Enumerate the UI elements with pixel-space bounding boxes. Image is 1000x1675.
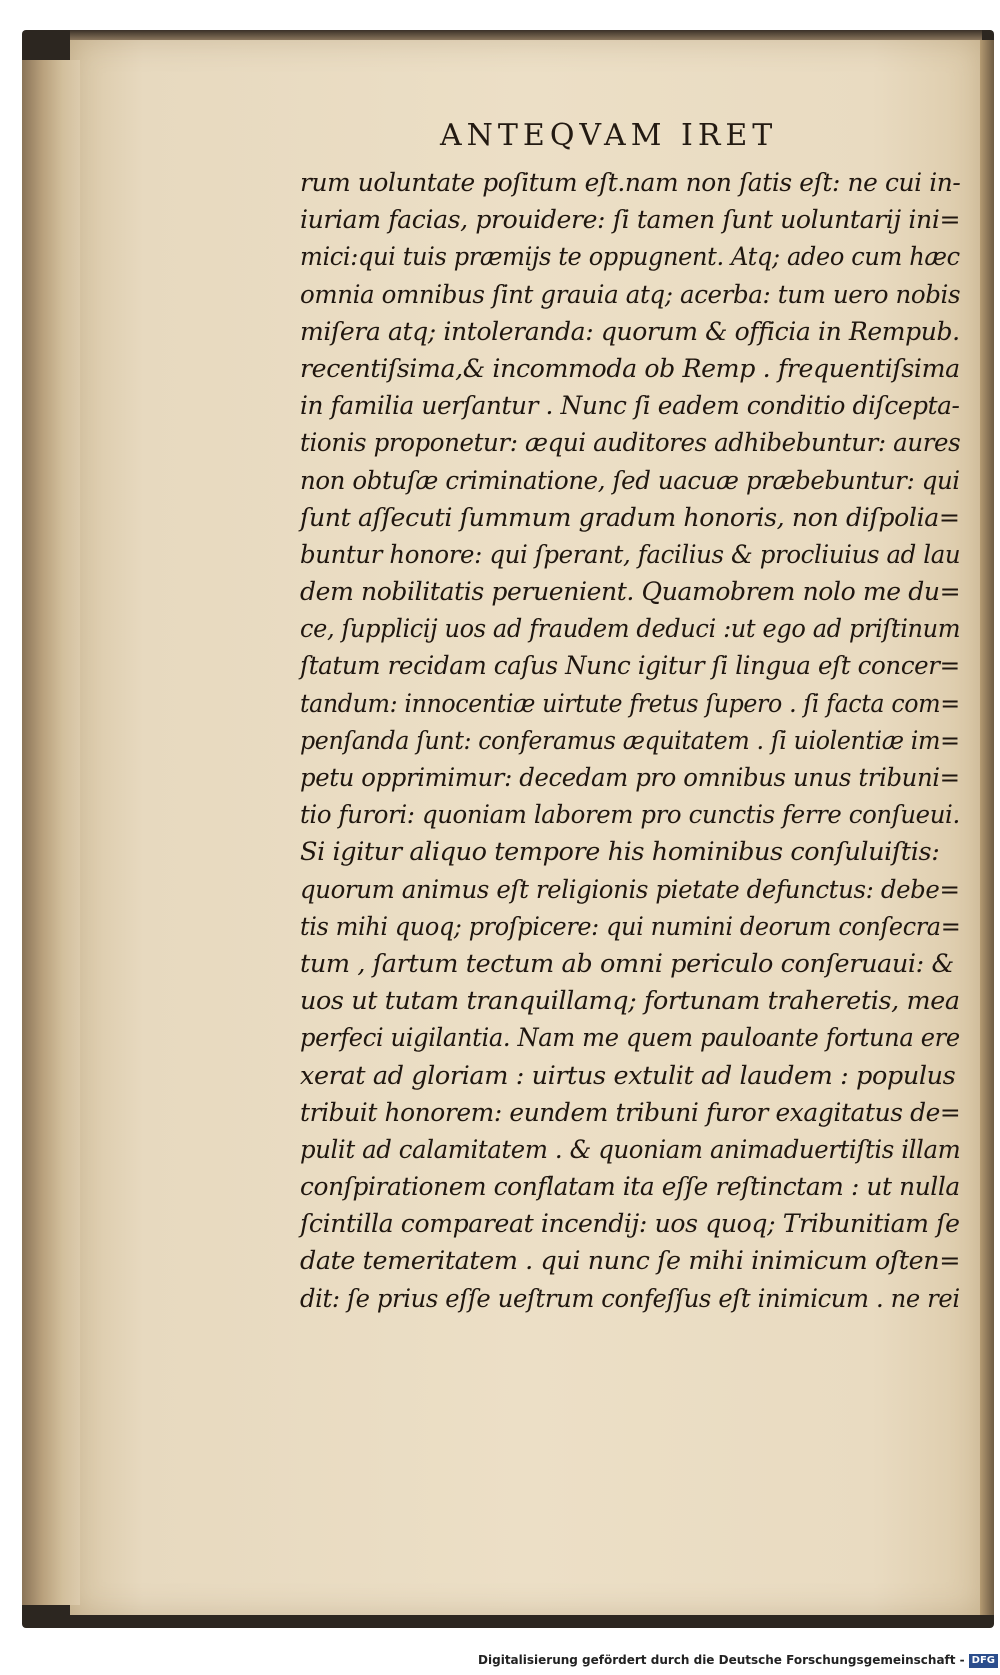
text-line: Si igitur aliquo tempore his hominibus conſuluiſtis: bbox=[300, 837, 940, 868]
running-head: ANTEQVAM IRET bbox=[440, 118, 778, 153]
text-line: uos ut tutam tranquillamq; fortunam traheretis, mea bbox=[300, 986, 960, 1017]
dfg-logo: DFG bbox=[969, 1654, 998, 1668]
page-right-edge bbox=[980, 40, 994, 1615]
text-line: date temeritatem . qui nunc ſe mihi inimicum oſten= bbox=[300, 1246, 961, 1277]
text-line: mici:qui tuis præmijs te oppugnent. Atq; adeo cum hæc bbox=[300, 242, 960, 273]
text-line: buntur honore: qui ſperant, facilius & procliuius ad lau bbox=[300, 539, 961, 570]
text-line: dem nobilitatis peruenient. Quamobrem nolo me du= bbox=[300, 577, 961, 608]
text-line: recentiſsima,& incommoda ob Remp . frequentiſsima bbox=[300, 353, 960, 384]
text-line: in familia uerſantur . Nunc ſi eadem conditio diſcepta- bbox=[300, 391, 960, 422]
text-line: tis mihi quoq; proſpicere: qui numini deorum conſecra= bbox=[300, 911, 961, 942]
digitization-credit bbox=[0, 1653, 998, 1675]
text-block bbox=[300, 165, 960, 1318]
text-line: omnia omnibus ſint grauia atq; acerba: tum uero nobis bbox=[300, 279, 961, 310]
credit-text: Digitalisierung gefördert durch die Deutsche Forschungsgemeinschaft - bbox=[478, 1653, 965, 1667]
text-line: ſunt aſſecuti ſummum gradum honoris, non diſpolia= bbox=[300, 502, 960, 533]
text-line: penſanda ſunt: conferamus æquitatem . ſi uiolentiæ im= bbox=[300, 725, 960, 756]
text-line: petu opprimimur: decedam pro omnibus unus tribuni= bbox=[300, 763, 960, 793]
text-line: ſcintilla compareat incendij: uos quoq; Tribunitiam ſe bbox=[300, 1209, 960, 1240]
text-line: tio furori: quoniam laborem pro cunctis ferre conſueui. bbox=[300, 800, 960, 831]
text-line: ſtatum recidam caſus Nunc igitur ſi lingua eſt concer= bbox=[300, 651, 960, 682]
text-line: tionis proponetur: æqui auditores adhibebuntur: aures bbox=[300, 428, 961, 459]
text-line: tum , ſartum tectum ab omni periculo conſeruaui: & bbox=[300, 948, 954, 979]
text-line: xerat ad gloriam : uirtus extulit ad laudem : populus bbox=[300, 1060, 956, 1091]
text-line: tandum: innocentiæ uirtute fretus ſupero . ſi facta com= bbox=[300, 688, 960, 719]
text-line: dit: ſe prius eſſe ueſtrum confeſſus eſt inimicum . ne rei bbox=[300, 1283, 960, 1314]
text-line: miſera atq; intoleranda: quorum & officia in Rempub. bbox=[300, 316, 960, 347]
text-line: quorum animus eſt religionis pietate defunctus: debe= bbox=[300, 874, 960, 905]
text-line: perfeci uigilantia. Nam me quem pauloante fortuna ere bbox=[300, 1023, 960, 1054]
text-line: ce, ſupplicij uos ad fraudem deduci :ut ego ad priſtinum bbox=[300, 614, 961, 645]
text-line: pulit ad calamitatem . & quoniam animaduertiſtis illam bbox=[300, 1134, 961, 1165]
text-line: iuriam facias, prouidere: ſi tamen ſunt uoluntarij ini= bbox=[300, 205, 961, 236]
text-line: conſpirationem conflatam ita eſſe reſtinctam : ut nulla bbox=[300, 1172, 960, 1203]
text-line: rum uoluntate poſitum eſt.nam non ſatis eſt: ne cui in- bbox=[300, 168, 961, 198]
text-line: non obtuſæ criminatione, ſed uacuæ præbebuntur: qui bbox=[300, 465, 960, 496]
text-line: tribuit honorem: eundem tribuni furor exagitatus de= bbox=[300, 1097, 961, 1128]
page-left-edge bbox=[22, 60, 80, 1605]
